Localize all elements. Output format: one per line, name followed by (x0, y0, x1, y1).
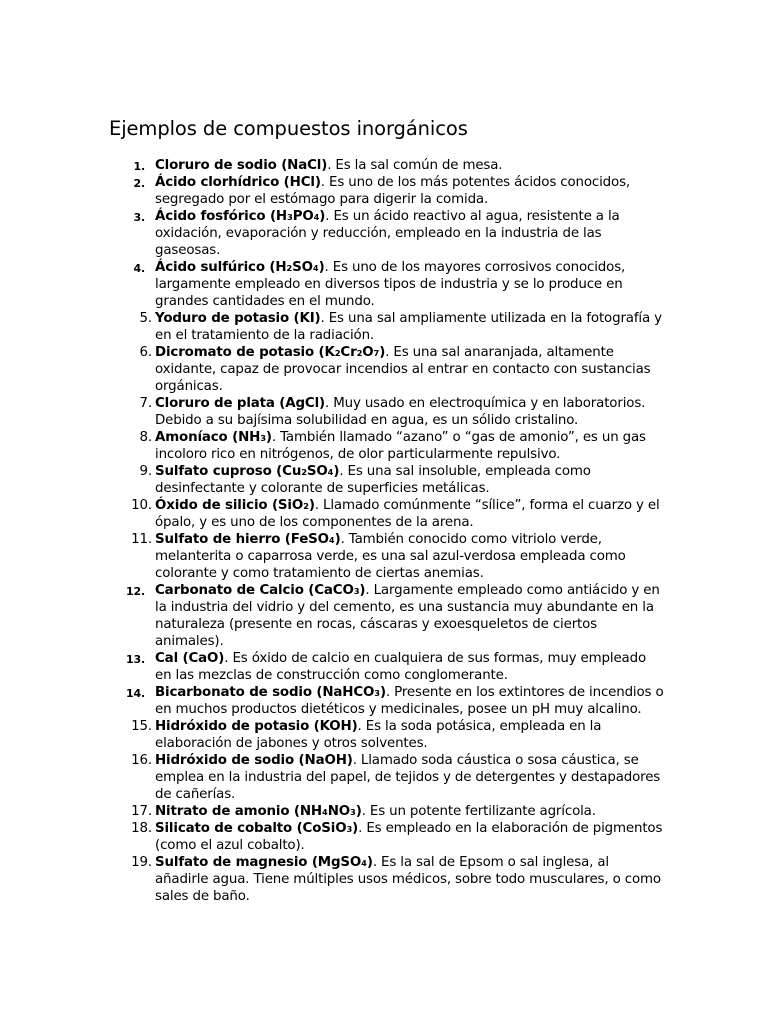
compound-name: Hidróxido de potasio (KOH) (155, 719, 358, 734)
list-item-number: 9. (139, 464, 152, 479)
compound-name: Nitrato de amonio (NH₄NO₃) (155, 804, 362, 819)
compound-name: Silicato de cobalto (CoSiO₃) (155, 821, 359, 836)
compound-name: Carbonato de Calcio (CaCO₃) (155, 583, 366, 598)
compound-name: Óxido de silicio (SiO₂) (155, 498, 315, 513)
list-item (133, 259, 665, 310)
list-item (131, 497, 665, 531)
compound-name: Sulfato de magnesio (MgSO₄) (155, 855, 373, 870)
list-item-number: 19. (131, 855, 152, 870)
list-item (133, 174, 665, 208)
compound-name: Yoduro de potasio (KI) (155, 311, 321, 326)
list-item-number: 7. (139, 396, 152, 411)
compound-name: Cloruro de plata (AgCl) (155, 396, 326, 411)
list-item (139, 429, 665, 463)
list-item-number: 10. (131, 498, 152, 513)
compound-description: . Presente en los extintores de incendios o en muchos productos dietéticos y medicinales, posee un pH muy alcalino. (155, 685, 664, 717)
compound-description: . Es una sal anaranjada, altamente oxidante, capaz de provocar incendios al entrar en contacto con sustancias orgánicas. (155, 345, 651, 394)
compound-description: . Es una sal ampliamente utilizada en la fotografía y en el tratamiento de la radiación. (155, 311, 662, 343)
list-item (131, 820, 665, 854)
list-item-number: 1. (133, 160, 145, 173)
list-item (131, 718, 665, 752)
compound-name: Dicromato de potasio (K₂Cr₂O₇) (155, 345, 386, 360)
compound-name: Ácido fosfórico (H₃PO₄) (155, 209, 326, 224)
list-item-number: 17. (131, 804, 152, 819)
list-item-number: 5. (139, 311, 152, 326)
list-item (139, 344, 665, 395)
list-item (131, 531, 665, 582)
compound-description: . Es uno de los mayores corrosivos conocidos, largamente empleado en diversos tipos de industria y se lo produce en grandes cantidades en el mundo. (155, 260, 626, 309)
list-item-number: 14. (125, 687, 145, 700)
compound-name: Sulfato de hierro (FeSO₄) (155, 532, 341, 547)
compound-name: Cal (CaO) (155, 651, 225, 666)
compound-description: . También llamado “azano” o “gas de amonio”, es un gas incoloro rico en nitrógenos, de olor particularmente repulsivo. (155, 430, 646, 462)
list-item-number: 6. (139, 345, 152, 360)
compound-description: . Es un potente fertilizante agrícola. (361, 804, 596, 819)
list-item-number: 15. (131, 719, 152, 734)
list-item (133, 157, 665, 174)
list-item (125, 650, 665, 684)
compound-description: . Es uno de los más potentes ácidos conocidos, segregado por el estómago para digerir la comida. (155, 175, 630, 207)
list-item (125, 582, 665, 650)
list-item (139, 463, 665, 497)
list-item-number: 16. (131, 753, 152, 768)
compound-description: . Es empleado en la elaboración de pigmentos (como el azul cobalto). (155, 821, 663, 853)
list-item (131, 752, 665, 803)
list-item-number: 4. (133, 262, 145, 275)
compound-description: . Es la soda potásica, empleada en la elaboración de jabones y otros solventes. (155, 719, 602, 751)
list-item-number: 3. (133, 211, 145, 224)
list-item (125, 684, 665, 718)
list-item-number: 13. (125, 653, 145, 666)
compound-list (125, 157, 665, 905)
list-item-number: 12. (125, 585, 145, 598)
list-item (131, 803, 665, 820)
compound-description: . También conocido como vitriolo verde, melanterita o caparrosa verde, es una sal azul-verdosa empleada como colorante y como tratamiento de ciertas anemias. (155, 532, 626, 581)
list-item-number: 2. (133, 177, 145, 190)
compound-description: . Llamado comúnmente “sílice”, forma el cuarzo y el ópalo, y es uno de los componentes de la arena. (155, 498, 660, 530)
compound-name: Sulfato cuproso (Cu₂SO₄) (155, 464, 340, 479)
compound-description: . Es la sal de Epsom o sal inglesa, al añadirle agua. Tiene múltiples usos médicos, sobre todo musculares, o como sales de baño. (155, 855, 661, 904)
compound-name: Amoníaco (NH₃) (155, 430, 272, 445)
compound-name: Bicarbonato de sodio (NaHCO₃) (155, 685, 386, 700)
list-item (133, 208, 665, 259)
list-item (139, 310, 665, 344)
list-item (131, 854, 665, 905)
compound-name: Hidróxido de sodio (NaOH) (155, 753, 353, 768)
compound-description: . Es la sal común de mesa. (327, 158, 503, 173)
compound-description: . Largamente empleado como antiácido y en la industria del vidrio y del cemento, es una sustancia muy abundante en la naturaleza (presente en rocas, cáscaras y exoesqueletos de ciertos animales). (155, 583, 660, 649)
compound-name: Ácido sulfúrico (H₂SO₄) (155, 260, 325, 275)
compound-name: Cloruro de sodio (NaCl) (155, 158, 328, 173)
compound-description: . Llamado soda cáustica o sosa cáustica, se emplea en la industria del papel, de tejidos y de detergentes y destapadores de cañerías. (155, 753, 661, 802)
compound-description: . Es un ácido reactivo al agua, resistente a la oxidación, evaporación y reducción, empleado en la industria de las gaseosas. (155, 209, 620, 258)
list-item-number: 18. (131, 821, 152, 836)
list-item-number: 11. (131, 532, 152, 547)
page-title: Ejemplos de compuestos inorgánicos (109, 117, 468, 140)
compound-description: . Es óxido de calcio en cualquiera de sus formas, muy empleado en las mezclas de construcción como conglomerante. (155, 651, 646, 683)
list-item (139, 395, 665, 429)
list-item-number: 8. (139, 430, 152, 445)
compound-description: . Es una sal insoluble, empleada como desinfectante y colorante de superficies metálicas. (155, 464, 591, 496)
compound-description: . Muy usado en electroquímica y en laboratorios. Debido a su bajísima solubilidad en agua, es un sólido cristalino. (155, 396, 646, 428)
compound-name: Ácido clorhídrico (HCl) (155, 175, 321, 190)
